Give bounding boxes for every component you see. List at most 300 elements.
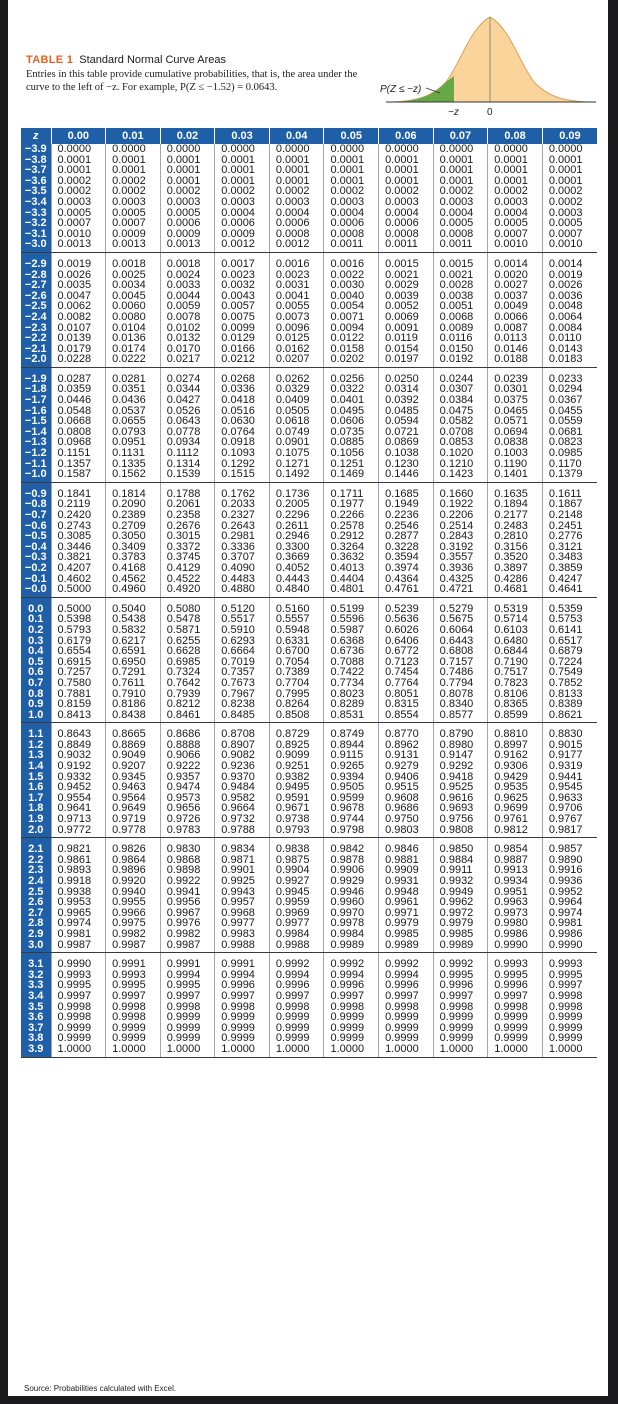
probability-cell: 0.2177 xyxy=(488,510,543,521)
probability-cell: 0.9998 xyxy=(51,1002,106,1013)
header-col: 0.04 xyxy=(269,128,324,144)
probability-cell: 0.1587 xyxy=(51,469,106,482)
probability-cell: 0.0015 xyxy=(379,252,434,269)
table-description: Entries in this table provide cumulative probabilities, that is, the area under the curve to the left of −z. For example, P(Z ≤ −1.52) = 0.0643. xyxy=(26,69,358,93)
probability-cell: 0.9732 xyxy=(215,814,270,825)
probability-cell: 0.0001 xyxy=(488,165,543,176)
probability-cell: 0.8888 xyxy=(160,740,215,751)
probability-cell: 0.9989 xyxy=(324,940,379,953)
probability-cell: 1.0000 xyxy=(160,1044,215,1057)
probability-cell: 0.9998 xyxy=(215,1002,270,1013)
probability-cell: 0.0002 xyxy=(106,186,161,197)
probability-cell: 0.7910 xyxy=(106,689,161,700)
probability-cell: 0.9996 xyxy=(269,980,324,991)
probability-cell: 0.0007 xyxy=(106,218,161,229)
probability-cell: 0.9505 xyxy=(324,782,379,793)
probability-cell: 0.0006 xyxy=(379,218,434,229)
z-value: −0.4 xyxy=(21,542,51,553)
probability-cell: 0.1314 xyxy=(160,459,215,470)
probability-cell: 0.2296 xyxy=(269,510,324,521)
probability-cell: 0.9370 xyxy=(215,772,270,783)
probability-cell: 0.0082 xyxy=(51,312,106,323)
probability-cell: 0.0125 xyxy=(269,333,324,344)
z-value: −1.5 xyxy=(21,416,51,427)
probability-cell: 0.4404 xyxy=(324,574,379,585)
probability-cell: 0.0004 xyxy=(379,208,434,219)
probability-cell: 0.0068 xyxy=(433,312,488,323)
probability-cell: 0.0202 xyxy=(324,354,379,367)
probability-cell: 0.9999 xyxy=(324,1023,379,1034)
probability-cell: 0.0032 xyxy=(215,280,270,291)
probability-cell: 0.9963 xyxy=(488,897,543,908)
probability-cell: 0.0018 xyxy=(160,252,215,269)
probability-cell: 0.9875 xyxy=(269,855,324,866)
table-row xyxy=(21,625,597,636)
probability-cell: 0.9999 xyxy=(542,1033,597,1044)
probability-cell: 0.3409 xyxy=(106,542,161,553)
probability-cell: 0.7734 xyxy=(324,678,379,689)
probability-cell: 0.9573 xyxy=(160,793,215,804)
probability-cell: 0.0001 xyxy=(160,165,215,176)
probability-cell: 0.0000 xyxy=(106,144,161,155)
probability-cell: 0.9049 xyxy=(106,750,161,761)
probability-cell: 0.9332 xyxy=(51,772,106,783)
probability-cell: 0.9850 xyxy=(433,838,488,855)
table-row xyxy=(21,953,597,970)
probability-cell: 0.0008 xyxy=(269,229,324,240)
z-value: −3.9 xyxy=(21,144,51,155)
probability-cell: 0.9474 xyxy=(160,782,215,793)
probability-cell: 0.3156 xyxy=(488,542,543,553)
probability-cell: 0.0668 xyxy=(51,416,106,427)
probability-cell: 0.7422 xyxy=(324,667,379,678)
probability-cell: 0.9857 xyxy=(542,838,597,855)
probability-cell: 0.9319 xyxy=(542,761,597,772)
probability-cell: 0.2981 xyxy=(215,531,270,542)
probability-cell: 0.9995 xyxy=(433,970,488,981)
probability-cell: 0.5080 xyxy=(160,597,215,614)
probability-cell: 0.1660 xyxy=(433,482,488,499)
probability-cell: 0.0239 xyxy=(488,367,543,384)
probability-cell: 0.9616 xyxy=(433,793,488,804)
probability-cell: 0.2676 xyxy=(160,521,215,532)
probability-cell: 0.0059 xyxy=(160,301,215,312)
probability-cell: 0.0023 xyxy=(215,270,270,281)
probability-cell: 0.1814 xyxy=(106,482,161,499)
probability-cell: 0.0475 xyxy=(433,406,488,417)
probability-cell: 0.0023 xyxy=(269,270,324,281)
z-value: 2.0 xyxy=(21,825,51,838)
probability-cell: 0.2643 xyxy=(215,521,270,532)
probability-cell: 0.0003 xyxy=(324,197,379,208)
probability-cell: 0.6064 xyxy=(433,625,488,636)
probability-cell: 0.9162 xyxy=(488,750,543,761)
probability-cell: 0.0002 xyxy=(269,186,324,197)
probability-cell: 0.0465 xyxy=(488,406,543,417)
probability-cell: 0.0001 xyxy=(488,176,543,187)
probability-cell: 0.0537 xyxy=(106,406,161,417)
probability-cell: 0.8643 xyxy=(51,723,106,740)
probability-cell: 0.0985 xyxy=(542,448,597,459)
probability-cell: 0.5596 xyxy=(324,614,379,625)
probability-cell: 0.9989 xyxy=(433,940,488,953)
probability-cell: 0.8665 xyxy=(106,723,161,740)
probability-cell: 0.9986 xyxy=(488,929,543,940)
probability-cell: 0.9997 xyxy=(542,980,597,991)
document-page xyxy=(8,0,608,1396)
z-value: 2.7 xyxy=(21,908,51,919)
probability-cell: 0.9948 xyxy=(379,887,434,898)
probability-cell: 0.0150 xyxy=(433,344,488,355)
probability-cell: 0.4522 xyxy=(160,574,215,585)
probability-cell: 0.4602 xyxy=(51,574,106,585)
probability-cell: 0.1093 xyxy=(215,448,270,459)
probability-cell: 0.0002 xyxy=(215,186,270,197)
probability-cell: 0.5517 xyxy=(215,614,270,625)
probability-cell: 0.1003 xyxy=(488,448,543,459)
probability-cell: 0.7324 xyxy=(160,667,215,678)
probability-cell: 0.5557 xyxy=(269,614,324,625)
probability-cell: 0.9881 xyxy=(379,855,434,866)
probability-cell: 0.1401 xyxy=(488,469,543,482)
probability-cell: 0.9997 xyxy=(379,991,434,1002)
z-value: 1.4 xyxy=(21,761,51,772)
z-value: −0.1 xyxy=(21,574,51,585)
probability-cell: 0.0073 xyxy=(269,312,324,323)
probability-cell: 0.1357 xyxy=(51,459,106,470)
probability-cell: 0.9946 xyxy=(324,887,379,898)
probability-cell: 0.0119 xyxy=(379,333,434,344)
probability-cell: 0.0019 xyxy=(542,270,597,281)
probability-cell: 0.4129 xyxy=(160,563,215,574)
probability-cell: 0.0005 xyxy=(51,208,106,219)
probability-cell: 0.9131 xyxy=(379,750,434,761)
probability-cell: 0.9495 xyxy=(269,782,324,793)
probability-cell: 0.9990 xyxy=(488,940,543,953)
probability-cell: 0.0559 xyxy=(542,416,597,427)
probability-cell: 0.7157 xyxy=(433,657,488,668)
probability-cell: 0.6368 xyxy=(324,636,379,647)
probability-cell: 0.0113 xyxy=(488,333,543,344)
probability-cell: 0.9997 xyxy=(106,991,161,1002)
probability-cell: 0.9992 xyxy=(379,953,434,970)
z-value: −1.6 xyxy=(21,406,51,417)
probability-cell: 0.9981 xyxy=(542,918,597,929)
probability-cell: 0.0080 xyxy=(106,312,161,323)
probability-cell: 0.6628 xyxy=(160,646,215,657)
probability-cell: 0.4325 xyxy=(433,574,488,585)
probability-cell: 0.0207 xyxy=(269,354,324,367)
probability-cell: 0.0026 xyxy=(542,280,597,291)
probability-cell: 0.0004 xyxy=(269,208,324,219)
probability-cell: 0.7454 xyxy=(379,667,434,678)
probability-cell: 0.9406 xyxy=(379,772,434,783)
probability-cell: 0.8869 xyxy=(106,740,161,751)
probability-cell: 0.1736 xyxy=(269,482,324,499)
probability-cell: 0.1251 xyxy=(324,459,379,470)
probability-cell: 0.0495 xyxy=(324,406,379,417)
probability-cell: 0.6517 xyxy=(542,636,597,647)
probability-cell: 0.9932 xyxy=(433,876,488,887)
z-value: 0.3 xyxy=(21,636,51,647)
probability-cell: 0.0066 xyxy=(488,312,543,323)
z-value: 1.2 xyxy=(21,740,51,751)
probability-cell: 0.9564 xyxy=(106,793,161,804)
probability-cell: 0.9970 xyxy=(324,908,379,919)
probability-cell: 0.9999 xyxy=(379,1012,434,1023)
probability-cell: 0.9994 xyxy=(215,970,270,981)
probability-cell: 0.0014 xyxy=(488,252,543,269)
z-table xyxy=(21,128,597,1058)
probability-cell: 0.0024 xyxy=(160,270,215,281)
z-value: 3.9 xyxy=(21,1044,51,1057)
probability-cell: 0.4681 xyxy=(488,584,543,597)
z-value: −2.4 xyxy=(21,312,51,323)
probability-cell: 0.0618 xyxy=(269,416,324,427)
header-col: 0.08 xyxy=(488,128,543,144)
probability-cell: 0.8980 xyxy=(433,740,488,751)
probability-cell: 0.9998 xyxy=(269,1002,324,1013)
probability-cell: 0.5714 xyxy=(488,614,543,625)
probability-cell: 0.0021 xyxy=(379,270,434,281)
probability-cell: 0.0026 xyxy=(51,270,106,281)
probability-cell: 0.7517 xyxy=(488,667,543,678)
table-row xyxy=(21,929,597,940)
probability-cell: 0.9357 xyxy=(160,772,215,783)
probability-cell: 0.9940 xyxy=(106,887,161,898)
probability-cell: 0.9945 xyxy=(269,887,324,898)
probability-cell: 0.0004 xyxy=(433,208,488,219)
probability-cell: 0.0002 xyxy=(106,176,161,187)
probability-cell: 0.9997 xyxy=(488,991,543,1002)
probability-cell: 0.5000 xyxy=(51,597,106,614)
probability-cell: 0.0838 xyxy=(488,437,543,448)
probability-cell: 0.0281 xyxy=(106,367,161,384)
probability-cell: 0.0401 xyxy=(324,395,379,406)
table-title xyxy=(26,54,226,66)
header-col: 0.01 xyxy=(106,128,161,144)
probability-cell: 0.4483 xyxy=(215,574,270,585)
probability-cell: 0.0307 xyxy=(433,384,488,395)
probability-cell: 0.0110 xyxy=(542,333,597,344)
probability-cell: 0.2119 xyxy=(51,499,106,510)
z-value: −1.0 xyxy=(21,469,51,482)
table-row xyxy=(21,312,597,323)
probability-cell: 0.0708 xyxy=(433,427,488,438)
z-value: 1.3 xyxy=(21,750,51,761)
probability-cell: 0.7881 xyxy=(51,689,106,700)
probability-cell: 0.0139 xyxy=(51,333,106,344)
probability-cell: 0.9971 xyxy=(379,908,434,919)
probability-cell: 0.9918 xyxy=(51,876,106,887)
probability-cell: 0.9463 xyxy=(106,782,161,793)
probability-cell: 0.3121 xyxy=(542,542,597,553)
z-value: 1.7 xyxy=(21,793,51,804)
probability-cell: 0.7224 xyxy=(542,657,597,668)
probability-cell: 0.6950 xyxy=(106,657,161,668)
table-row xyxy=(21,469,597,482)
probability-cell: 0.8849 xyxy=(51,740,106,751)
probability-cell: 0.0002 xyxy=(542,186,597,197)
probability-cell: 0.9993 xyxy=(106,970,161,981)
probability-cell: 0.9922 xyxy=(160,876,215,887)
probability-cell: 0.0078 xyxy=(160,312,215,323)
probability-cell: 0.0096 xyxy=(269,323,324,334)
probability-cell: 0.2912 xyxy=(324,531,379,542)
probability-cell: 0.9846 xyxy=(379,838,434,855)
probability-cell: 0.0045 xyxy=(106,291,161,302)
probability-cell: 0.0003 xyxy=(542,208,597,219)
probability-cell: 0.1423 xyxy=(433,469,488,482)
z-value: 0.7 xyxy=(21,678,51,689)
probability-cell: 0.1210 xyxy=(433,459,488,470)
probability-cell: 0.8554 xyxy=(379,710,434,723)
probability-cell: 0.1515 xyxy=(215,469,270,482)
probability-cell: 0.9608 xyxy=(379,793,434,804)
probability-cell: 0.0005 xyxy=(542,218,597,229)
probability-cell: 0.9941 xyxy=(160,887,215,898)
probability-cell: 0.9956 xyxy=(160,897,215,908)
probability-cell: 0.0793 xyxy=(106,427,161,438)
probability-cell: 0.9756 xyxy=(433,814,488,825)
probability-cell: 0.5910 xyxy=(215,625,270,636)
probability-cell: 0.9992 xyxy=(324,953,379,970)
probability-cell: 0.1038 xyxy=(379,448,434,459)
probability-cell: 0.9999 xyxy=(215,1023,270,1034)
probability-cell: 0.0455 xyxy=(542,406,597,417)
probability-cell: 0.9990 xyxy=(542,940,597,953)
header-col: 0.05 xyxy=(324,128,379,144)
probability-cell: 0.9965 xyxy=(51,908,106,919)
probability-cell: 0.9984 xyxy=(324,929,379,940)
probability-cell: 0.0594 xyxy=(379,416,434,427)
probability-cell: 0.9991 xyxy=(106,953,161,970)
probability-cell: 0.0010 xyxy=(488,239,543,252)
probability-cell: 0.2358 xyxy=(160,510,215,521)
probability-cell: 0.5871 xyxy=(160,625,215,636)
probability-cell: 0.9982 xyxy=(160,929,215,940)
probability-cell: 0.9306 xyxy=(488,761,543,772)
probability-cell: 0.7939 xyxy=(160,689,215,700)
probability-cell: 0.4562 xyxy=(106,574,161,585)
probability-cell: 0.0001 xyxy=(324,155,379,166)
z-value: 1.1 xyxy=(21,723,51,740)
probability-cell: 0.9345 xyxy=(106,772,161,783)
probability-cell: 0.4880 xyxy=(215,584,270,597)
probability-cell: 0.9966 xyxy=(106,908,161,919)
probability-cell: 0.0154 xyxy=(379,344,434,355)
probability-cell: 0.9032 xyxy=(51,750,106,761)
probability-cell: 0.3594 xyxy=(379,552,434,563)
probability-cell: 0.9995 xyxy=(106,980,161,991)
probability-cell: 0.9961 xyxy=(379,897,434,908)
probability-cell: 0.9938 xyxy=(51,887,106,898)
probability-cell: 0.9995 xyxy=(51,980,106,991)
probability-cell: 0.0735 xyxy=(324,427,379,438)
z-value: −0.0 xyxy=(21,584,51,597)
probability-cell: 0.6179 xyxy=(51,636,106,647)
probability-cell: 0.4721 xyxy=(433,584,488,597)
probability-cell: 0.9980 xyxy=(488,918,543,929)
probability-cell: 0.8186 xyxy=(106,699,161,710)
probability-cell: 0.8907 xyxy=(215,740,270,751)
probability-cell: 0.0018 xyxy=(106,252,161,269)
probability-cell: 0.0000 xyxy=(51,144,106,155)
probability-cell: 0.1020 xyxy=(433,448,488,459)
probability-cell: 0.0351 xyxy=(106,384,161,395)
z-value: −3.3 xyxy=(21,208,51,219)
probability-cell: 0.1867 xyxy=(542,499,597,510)
probability-cell: 0.0002 xyxy=(542,197,597,208)
probability-cell: 0.2061 xyxy=(160,499,215,510)
z-value: −2.1 xyxy=(21,344,51,355)
probability-cell: 0.9222 xyxy=(160,761,215,772)
z-value: 3.5 xyxy=(21,1002,51,1013)
probability-cell: 0.9916 xyxy=(542,865,597,876)
probability-cell: 0.9984 xyxy=(269,929,324,940)
probability-cell: 0.7389 xyxy=(269,667,324,678)
probability-cell: 0.0001 xyxy=(433,165,488,176)
probability-cell: 0.1230 xyxy=(379,459,434,470)
probability-cell: 0.0003 xyxy=(215,197,270,208)
z-value: −1.7 xyxy=(21,395,51,406)
probability-cell: 0.0526 xyxy=(160,406,215,417)
probability-cell: 0.9452 xyxy=(51,782,106,793)
probability-cell: 0.9082 xyxy=(215,750,270,761)
probability-cell: 0.9997 xyxy=(51,991,106,1002)
probability-cell: 0.0885 xyxy=(324,437,379,448)
probability-cell: 0.8508 xyxy=(269,710,324,723)
z-value: −0.8 xyxy=(21,499,51,510)
probability-cell: 0.0094 xyxy=(324,323,379,334)
probability-cell: 0.0384 xyxy=(433,395,488,406)
probability-cell: 0.9868 xyxy=(160,855,215,866)
probability-cell: 0.9999 xyxy=(324,1033,379,1044)
probability-cell: 0.9896 xyxy=(106,865,161,876)
z-value: 2.2 xyxy=(21,855,51,866)
probability-cell: 0.0129 xyxy=(215,333,270,344)
probability-cell: 0.9999 xyxy=(160,1012,215,1023)
probability-cell: 0.0002 xyxy=(51,186,106,197)
probability-cell: 0.9998 xyxy=(324,1002,379,1013)
probability-cell: 0.0012 xyxy=(215,239,270,252)
probability-cell: 0.0008 xyxy=(324,229,379,240)
probability-cell: 0.2206 xyxy=(433,510,488,521)
probability-cell: 0.9977 xyxy=(269,918,324,929)
probability-cell: 0.9099 xyxy=(269,750,324,761)
probability-cell: 0.0011 xyxy=(433,239,488,252)
z-value: −3.7 xyxy=(21,165,51,176)
probability-cell: 0.4013 xyxy=(324,563,379,574)
probability-cell: 0.0001 xyxy=(51,165,106,176)
z-value: 2.8 xyxy=(21,918,51,929)
probability-cell: 0.7995 xyxy=(269,689,324,700)
probability-cell: 0.0002 xyxy=(433,186,488,197)
probability-cell: 0.9744 xyxy=(324,814,379,825)
probability-cell: 0.1635 xyxy=(488,482,543,499)
probability-cell: 0.0029 xyxy=(379,280,434,291)
probability-cell: 0.0694 xyxy=(488,427,543,438)
probability-cell: 0.0001 xyxy=(215,165,270,176)
probability-cell: 0.0004 xyxy=(488,208,543,219)
probability-cell: 0.0001 xyxy=(215,176,270,187)
probability-cell: 0.8212 xyxy=(160,699,215,710)
probability-cell: 1.0000 xyxy=(269,1044,324,1057)
probability-cell: 0.0040 xyxy=(324,291,379,302)
probability-cell: 0.9979 xyxy=(379,918,434,929)
probability-cell: 0.2033 xyxy=(215,499,270,510)
probability-cell: 0.4641 xyxy=(542,584,597,597)
